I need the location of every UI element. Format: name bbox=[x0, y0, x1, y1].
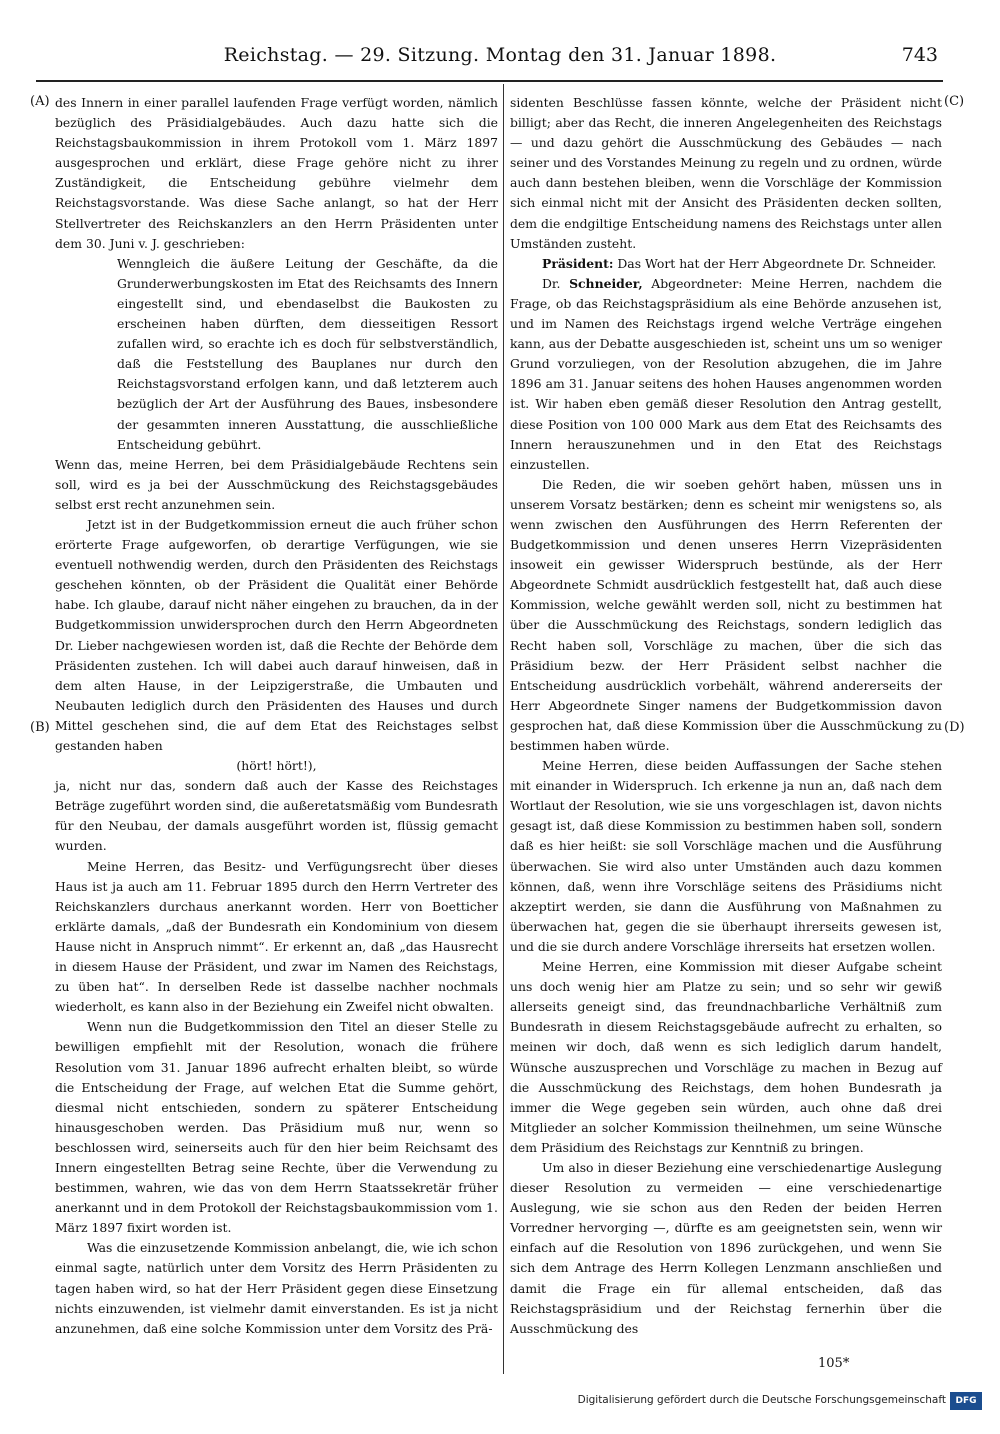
margin-mark-c: (C) bbox=[944, 94, 965, 109]
page-header bbox=[0, 44, 1000, 72]
paragraph: sidenten Beschlüsse fassen könnte, welche der Präsident nicht billigt; aber das Recht, die inneren Angelegenheiten des Reichstags — und dazu gehört die Ausschmückung des Gebäudes — nach seiner und des Vorstandes Meinung zu regeln und zu ordnen, würde auch dann bestehen bleiben, wenn die Vorschläge der Kommission sich einmal nicht mit der Ansicht des Präsidenten decken sollten, dem die endgiltige Entscheidung namens des Reichstags unter allen Umständen zusteht. bbox=[510, 95, 942, 251]
margin-mark-d: (D) bbox=[944, 720, 965, 735]
signature-mark: 105* bbox=[818, 1356, 850, 1371]
speaker-title: Dr. bbox=[542, 275, 561, 291]
paragraph: Wenn das, meine Herren, bei dem Präsidialgebäude Rechtens sein soll, wird es ja bei der Ausschmückung des Reichstagsgebäudes selbst erst recht anzunehmen sein. bbox=[55, 456, 498, 512]
paragraph: Jetzt ist in der Budgetkommission erneut die auch früher schon erörterte Frage aufgeworfen, ob derartige Verfügungen, wie sie eventuell nothwendig werden, durch den Präsidenten des Reichstags geschehen könnten, ob der Präsident die Qualität einer Behörde habe. Ich glaube, darauf nicht näher eingehen zu brauchen, da in der Budgetkommission unwidersprochen durch den Herrn Abgeordneten Dr. Lieber nachgewiesen worden ist, daß die Rechte der Behörde dem Präsidenten zustehen. Ich will dabei auch darauf hinweisen, daß in dem alten Hause, in der Leipzigerstraße, die Umbauten und Neubauten lediglich durch den Präsidenten des Hauses und durch Mittel geschehen sind, die auf dem Etat des Reichstages selbst gestanden haben bbox=[55, 516, 498, 753]
right-column bbox=[510, 93, 942, 1339]
paragraph: des Innern in einer parallel laufenden Frage verfügt worden, nämlich bezüglich des Präsidialgebäudes. Auch dazu hatte sich die Reichstagsbaukommission in ihrem Protokoll vom 1. März 1897 ausgesprochen und erklärt, diese Frage gehöre nicht zu ihrer Zuständigkeit, die Entscheidung gebühre vielmehr dem Reichstagsvorstande. Was diese Sache anlangt, so hat der Herr Stellvertreter des Reichskanzlers an den Herrn Präsidenten unter dem 30. Juni v. J. geschrieben: bbox=[55, 95, 498, 251]
speaker-name: Präsident: bbox=[542, 255, 614, 271]
page-footer bbox=[577, 1392, 982, 1414]
funding-note: Digitalisierung gefördert durch die Deutsche Forschungsgemeinschaft bbox=[577, 1394, 946, 1406]
speaker-text: Abgeordneter: Meine Herren, nachdem die Frage, ob das Reichstagspräsidium als eine Behörde anzusehen ist, und im Namen des Reichstags irgend welche Verträge eingehen kann, aus der Debatte ausgeschieden ist, scheint uns um so weniger Grund vorzuliegen, von der Resolution abzugehen, die im Jahre 1896 am 31. Januar seitens des hohen Hauses angenommen worden ist. Wir haben eben gemäß dieser Resolution den Antrag gestellt, diese Position von 100 000 Mark aus dem Etat des Reichsamts des Innern herauszunehmen und in den Etat des Reichstags einzustellen. bbox=[510, 275, 942, 472]
paragraph: Die Reden, die wir soeben gehört haben, müssen uns in unserem Vorsatz bestärken; denn es scheint mir wenigstens so, als wenn zwischen den Ausführungen des Herrn Referenten der Budgetkommission und denen unseres Herrn Vizepräsidenten insoweit ein gewisser Widerspruch bestünde, als der Herr Abgeordnete Schmidt ausdrücklich festgestellt hat, daß auch diese Kommission, welche gewählt werden soll, nicht zu bestimmen hat über die Ausschmückung des Reichstags, sondern lediglich das Recht haben soll, Vorschläge zu machen, über die sich das Präsidium bezw. der Herr Präsident selbst nachher die Entscheidung ausdrücklich vorbehält, während andererseits der Herr Abgeordnete Singer namens der Budgetkommission davon gesprochen hat, daß diese Kommission über die Ausschmückung zu bestimmen haben würde. bbox=[510, 476, 942, 753]
dfg-logo-icon: DFG bbox=[950, 1392, 982, 1410]
column-divider bbox=[503, 84, 504, 1374]
paragraph: Meine Herren, eine Kommission mit dieser Aufgabe scheint uns doch wenig hier am Platze zu sein; und so sehr wir gewiß allerseits geneigt sind, das freundnachbarliche Verhältniß zum Bundesrath in diesem Reichstagsgebäude aufrecht zu erhalten, so meinen wir doch, daß wenn es sich lediglich darum handelt, Wünsche auszusprechen und Vorschläge zu machen in Bezug auf die Ausschmückung des Reichstags, dem hohen Bundesrath ja immer die Wege gegeben sein würden, auch ohne daß drei Mitglieder an solcher Kommission theilnehmen, um seine Wünsche dem Präsidium des Reichstags zur Kenntniß zu bringen. bbox=[510, 959, 942, 1155]
speaker-paragraph bbox=[510, 274, 942, 475]
paragraph: ja, nicht nur das, sondern daß auch der Kasse des Reichstages Beträge zugeführt worden sind, die außeretatsmäßig vom Bundesrath für den Neubau, der damals ausgeführt worden ist, flüssig gemacht wurden. bbox=[55, 778, 498, 854]
header-rule bbox=[36, 80, 943, 82]
block-quote: Wenngleich die äußere Leitung der Geschäfte, da die Grunderwerbungskosten im Etat des Reichsamts des Innern eingestellt sind, und ebendaselbst die Baukosten zu erscheinen haben dürften, dem diesseitigen Ressort zufallen wird, so erachte ich es doch für selbstverständlich, daß die Feststellung des Bauplanes nur durch den Reichstagsvorstand erfolgen kann, und daß letzterem auch bezüglich der Art der Ausführung des Baues, insbesondere der gesammten inneren Ausstattung, die ausschließliche Entscheidung gebührt. bbox=[117, 255, 498, 452]
speaker-text: Das Wort hat der Herr Abgeordnete Dr. Schneider. bbox=[617, 255, 937, 271]
paragraph: Um also in dieser Beziehung eine verschiedenartige Auslegung dieser Resolution zu vermeiden — eine verschiedenartige Auslegung, wie sie schon aus den Reden der beiden Herren Vorredner hervorging —, dürfte es am geeignetsten sein, wenn wir einfach auf die Resolution von 1896 zurückgehen, und wenn Sie sich dem Antrage des Herrn Kollegen Lenzmann anschließen und damit die Frage ein für allemal entscheiden, daß das Reichstagspräsidium und der Reichstag fernerhin über die Ausschmückung des bbox=[510, 1159, 942, 1336]
paragraph: Was die einzusetzende Kommission anbelangt, die, wie ich schon einmal sagte, natürlich unter dem Vorsitz des Herrn Präsidenten zu tagen haben wird, so hat der Herr Präsident gegen diese Einsetzung nichts einzuwenden, ist vielmehr damit einverstanden. Es ist ja nicht anzunehmen, daß eine solche Kommission unter dem Vorsitz des Prä- bbox=[55, 1240, 498, 1336]
margin-mark-a: (A) bbox=[30, 94, 50, 109]
left-column bbox=[55, 93, 498, 1339]
paragraph: Meine Herren, diese beiden Auffassungen der Sache stehen mit einander in Widerspruch. Ich erkenne ja nun an, daß nach dem Wortlaut der Resolution, wie sie uns vorgeschlagen ist, davon nichts gesagt ist, daß diese Kommission zu bestimmen haben soll, sondern daß es hier heißt: sie soll Vorschläge machen und die Ausführung überwachen. Sie wird also unter Umständen auch dazu kommen können, daß, wenn ihre Vorschläge seitens des Präsidiums nicht akzeptirt werden, sie dann die Ausführung von Maßnahmen zu überwachen hat, gegen die sie überhaupt ihrerseits gewesen ist, und die sie durch andere Vorschläge ihrerseits hat ersetzen wollen. bbox=[510, 758, 942, 954]
paragraph: Meine Herren, das Besitz- und Verfügungsrecht über dieses Haus ist ja auch am 11. Februar 1895 durch den Herrn Vertreter des Reichskanzlers durchaus anerkannt worden. Herr von Boetticher erklärte damals, „daß der Bundesrath ein Kondominium von diesem Hause nicht in Anspruch nimmt“. Er erkennt an, daß „das Hausrecht in diesem Hause der Präsident, und zwar im Namen des Reichstags, zu üben hat“. In derselben Rede ist dasselbe nachher nochmals wiederholt, es kann also in der Beziehung ein Zweifel nicht obwalten. bbox=[55, 858, 498, 1015]
paragraph: Wenn nun die Budgetkommission den Titel an dieser Stelle zu bewilligen empfiehlt mit der Resolution, wonach die frühere Resolution vom 31. Januar 1896 aufrecht erhalten bleibt, so würde die Entscheidung der Frage, auf welchen Etat die Summe gehört, diesmal nicht entschieden, sondern zu späterer Entscheidung hinausgeschoben werden. Das Präsidium muß nur, wenn so beschlossen wird, seinerseits auch für den hier beim Reichsamt des Innern eingestellten Betrag seine Rechte, über die Verwendung zu bestimmen, wahren, wie das von dem Herrn Staatssekretär früher anerkannt und in dem Protokoll der Reichstagsbaukommission vom 1. März 1897 fixirt worden ist. bbox=[55, 1019, 498, 1236]
running-title: Reichstag. — 29. Sitzung. Montag den 31. Januar 1898. bbox=[223, 44, 777, 66]
interjection: (hört! hört!), bbox=[236, 758, 317, 774]
speaker-name: Schneider, bbox=[569, 275, 643, 291]
speaker-paragraph bbox=[510, 254, 942, 274]
page-number: 743 bbox=[901, 44, 938, 66]
margin-mark-b: (B) bbox=[30, 720, 50, 735]
